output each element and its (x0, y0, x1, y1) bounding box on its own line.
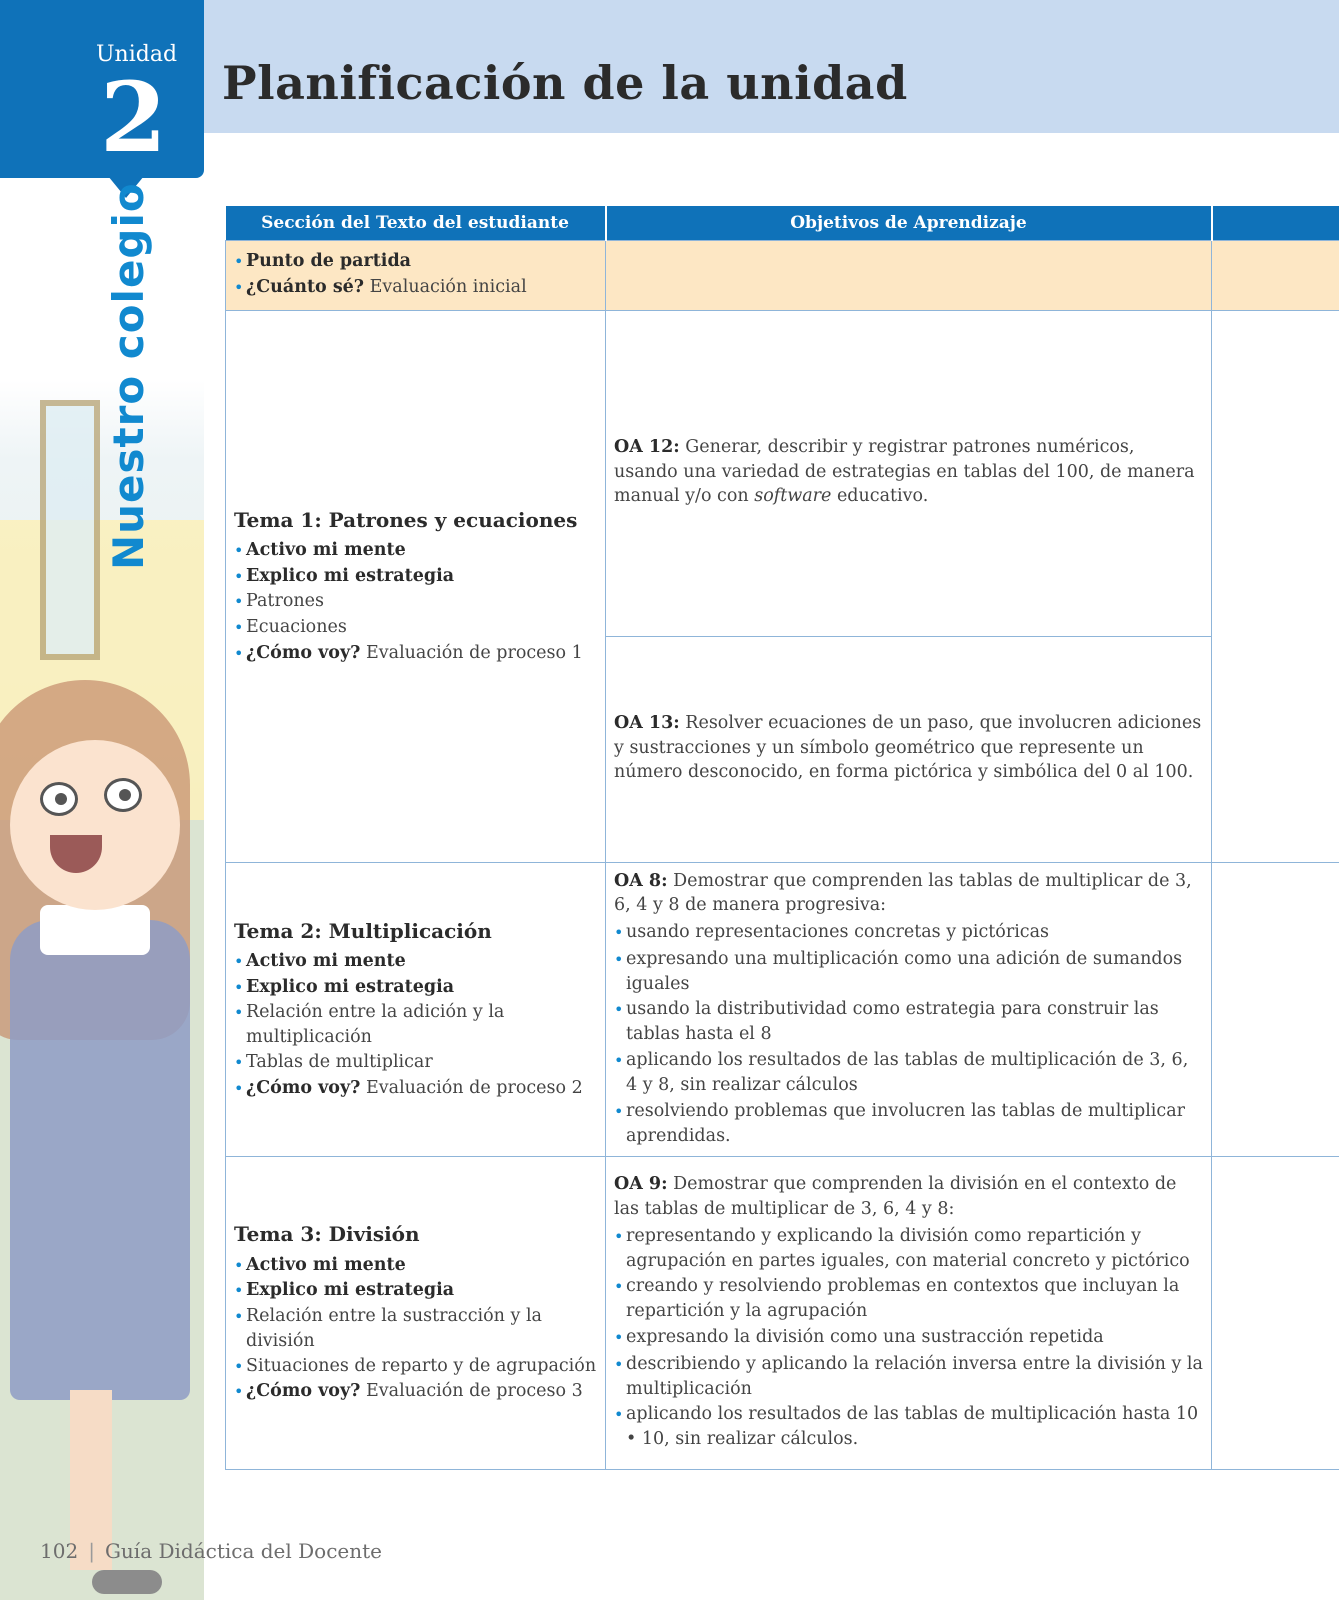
list-item (234, 249, 597, 275)
bullet-icon: • (234, 1306, 244, 1326)
list-item (234, 1278, 597, 1304)
bullet-icon: • (234, 1281, 244, 1301)
page-number: 102 (40, 1539, 79, 1563)
intro-extra-cell (1212, 240, 1339, 310)
girl-shoe (92, 1570, 162, 1594)
tema2-extra-cell (1212, 862, 1339, 1156)
oa8-paragraph (614, 869, 1203, 919)
item-text: resolviendo problemas que involucren las tablas de multiplicar aprendidas. (626, 1100, 1186, 1146)
girl-eye-right (104, 778, 142, 812)
list-item (234, 1304, 597, 1354)
list-item (234, 1354, 597, 1380)
oa13-text: Resolver ecuaciones de un paso, que involucren adiciones y sustracciones y un símbolo geométrico que represente un número desconocido, en forma pictórica y simbólica del 0 al 100. (614, 712, 1202, 783)
list-item (234, 949, 597, 975)
list-item (234, 641, 597, 667)
item-bold-text: ¿Cómo voy? (246, 642, 361, 663)
item-text: describiendo y aplicando la relación inversa entre la división y la multiplicación (626, 1353, 1203, 1399)
bullet-icon: • (234, 643, 244, 663)
bullet-icon: • (234, 252, 244, 272)
intro-objectives-cell (606, 240, 1212, 310)
item-bold-text: Activo mi mente (246, 1254, 406, 1275)
bullet-icon: • (234, 541, 244, 561)
page-footer (40, 1539, 382, 1563)
list-item (614, 1224, 1203, 1274)
item-text: Ecuaciones (246, 616, 347, 637)
bullet-icon: • (234, 1078, 244, 1098)
table-header-row (226, 206, 1339, 240)
item-text: expresando una multiplicación como una adición de sumandos iguales (626, 948, 1183, 994)
tema1-title: Tema 1: Patrones y ecuaciones (234, 507, 578, 532)
page-title: Planificación de la unidad (222, 56, 908, 110)
tema3-section-cell (226, 1156, 606, 1469)
item-text: Situaciones de reparto y de agrupación (246, 1355, 597, 1376)
item-text: usando representaciones concretas y pictóricas (626, 922, 1050, 943)
item-text: creando y resolviendo problemas en contextos que incluyan la repartición y la agrupación (626, 1276, 1180, 1322)
oa12-text: Generar, describir y registrar patrones numéricos, usando una variedad de estrategias en tablas del 100, de manera manual y/o con (614, 436, 1195, 507)
oa12-code: OA 12: (614, 436, 680, 457)
unit-tab (0, 0, 204, 178)
list-item (234, 564, 597, 590)
oa8-code: OA 8: (614, 870, 668, 891)
bullet-icon: • (614, 1051, 624, 1071)
table-row-tema3 (226, 1156, 1339, 1469)
item-bold-text: Explico mi estrategia (246, 565, 455, 586)
planning-table (225, 206, 1339, 1470)
bullet-icon: • (234, 278, 244, 297)
tema2-section-cell (226, 862, 606, 1156)
list-item (614, 997, 1203, 1047)
table-row-intro (226, 240, 1339, 310)
list-item (614, 920, 1203, 946)
bullet-icon: • (614, 1101, 624, 1121)
tema2-title: Tema 2: Multiplicación (234, 918, 492, 943)
list-item (614, 1352, 1203, 1402)
bullet-icon: • (234, 952, 244, 972)
book-title: Guía Didáctica del Docente (104, 1539, 383, 1563)
oa9-code: OA 9: (614, 1174, 668, 1195)
list-item (614, 1274, 1203, 1324)
bullet-icon: • (234, 566, 244, 586)
table-row-tema2 (226, 862, 1339, 1156)
bullet-icon: • (234, 1356, 244, 1376)
list-item (234, 975, 597, 1001)
item-text: aplicando los resultados de las tablas de multiplicación hasta 10 • 10, sin realizar cálculos. (626, 1404, 1199, 1450)
oa9-list (614, 1224, 1203, 1452)
oa8-text: Demostrar que comprenden las tablas de multiplicar de 3, 6, 4 y 8 de manera progresiva: (614, 870, 1192, 916)
girl-dress (10, 920, 190, 1400)
bullet-icon: • (614, 949, 624, 969)
header-section: Sección del Texto del estudiante (226, 206, 606, 240)
bullet-icon: • (234, 617, 244, 637)
oa9-text: Demostrar que comprenden la división en el contexto de las tablas de multiplicar de 3, 6, 4 y 8: (614, 1174, 1177, 1219)
girl-face (10, 740, 180, 910)
item-bold-text: Explico mi estrategia (246, 976, 455, 997)
bullet-icon: • (234, 1255, 244, 1275)
bullet-icon: • (614, 1354, 624, 1374)
item-bold-text: ¿Cómo voy? (246, 1381, 361, 1402)
item-text: Patrones (246, 591, 324, 612)
list-item (234, 1050, 597, 1076)
tema1-section-cell (226, 310, 606, 862)
list-item (614, 947, 1203, 997)
oa13-paragraph (614, 711, 1203, 786)
oa8-list (614, 920, 1203, 1148)
item-text: Evaluación de proceso 1 (360, 642, 583, 663)
list-item (234, 615, 597, 641)
bullet-icon: • (614, 1000, 624, 1020)
oa12-paragraph (614, 435, 1203, 510)
item-text: representando y explicando la división como repartición y agrupación en partes iguales, con material concreto y pictórico (626, 1225, 1190, 1271)
item-text: aplicando los resultados de las tablas de multiplicación de 3, 6, 4 y 8, sin realizar cálculos (626, 1050, 1189, 1095)
list-item (614, 1048, 1203, 1098)
bullet-icon: • (234, 1382, 244, 1402)
item-text: Evaluación de proceso 2 (360, 1077, 583, 1098)
bullet-icon: • (614, 1277, 624, 1297)
intro-section-cell (226, 240, 606, 310)
item-bold-text: Activo mi mente (246, 540, 406, 561)
oa12-italic: software (754, 486, 832, 507)
list-item (234, 589, 597, 615)
list-item (234, 538, 597, 564)
girl-collar (40, 905, 150, 955)
bullet-icon: • (234, 592, 244, 612)
oa9-cell (606, 1156, 1212, 1469)
item-bold-text: ¿Cómo voy? (246, 1077, 361, 1098)
list-item (234, 1076, 597, 1102)
girl-illustration (0, 0, 204, 1600)
list-item (234, 1379, 597, 1405)
list-item (234, 1253, 597, 1279)
item-text: Evaluación de proceso 3 (360, 1381, 583, 1402)
table-row-tema1-oa12 (226, 310, 1339, 636)
item-text: usando la distributividad como estrategia para construir las tablas hasta el 8 (626, 999, 1159, 1045)
window-illustration (40, 400, 100, 660)
bullet-icon: • (234, 977, 244, 997)
bullet-icon: • (234, 1003, 244, 1023)
header-extra (1212, 206, 1339, 240)
bullet-icon: • (614, 1328, 624, 1348)
item-text: expresando la división como una sustracción repetida (626, 1327, 1104, 1348)
list-item (614, 1099, 1203, 1149)
footer-separator: | (88, 1539, 95, 1563)
oa13-code: OA 13: (614, 712, 680, 733)
side-title: Nuestro colegio (104, 182, 153, 570)
bullet-icon: • (614, 1405, 624, 1425)
oa9-paragraph (614, 1172, 1203, 1222)
oa12-cell (606, 310, 1212, 636)
oa8-cell (606, 862, 1212, 1156)
item-text: Relación entre la sustracción y la división (246, 1305, 542, 1351)
item-bold-text: Activo mi mente (246, 951, 406, 972)
tema3-title: Tema 3: División (234, 1222, 420, 1247)
item-text: Evaluación inicial (364, 277, 527, 297)
header-objectives: Objetivos de Aprendizaje (606, 206, 1212, 240)
tema1-extra-cell (1212, 310, 1339, 862)
bullet-icon: • (614, 923, 624, 943)
item-bold-text: Explico mi estrategia (246, 1280, 455, 1301)
item-bold-text: Punto de partida (246, 251, 412, 272)
bullet-icon: • (234, 1053, 244, 1073)
bullet-icon: • (614, 1226, 624, 1246)
item-text: Relación entre la adición y la multiplicación (246, 1002, 505, 1048)
item-text: Tablas de multiplicar (246, 1052, 433, 1073)
unit-label: Unidad (96, 42, 178, 67)
list-item (234, 275, 597, 301)
item-bold-text: ¿Cuánto sé? (246, 277, 365, 297)
list-item (614, 1402, 1203, 1452)
oa13-cell (606, 636, 1212, 862)
list-item (614, 1325, 1203, 1351)
tema3-extra-cell (1212, 1156, 1339, 1469)
oa12-text-end: educativo. (831, 486, 929, 507)
list-item (234, 1000, 597, 1050)
girl-eye-left (40, 782, 78, 816)
unit-number: 2 (100, 61, 167, 174)
